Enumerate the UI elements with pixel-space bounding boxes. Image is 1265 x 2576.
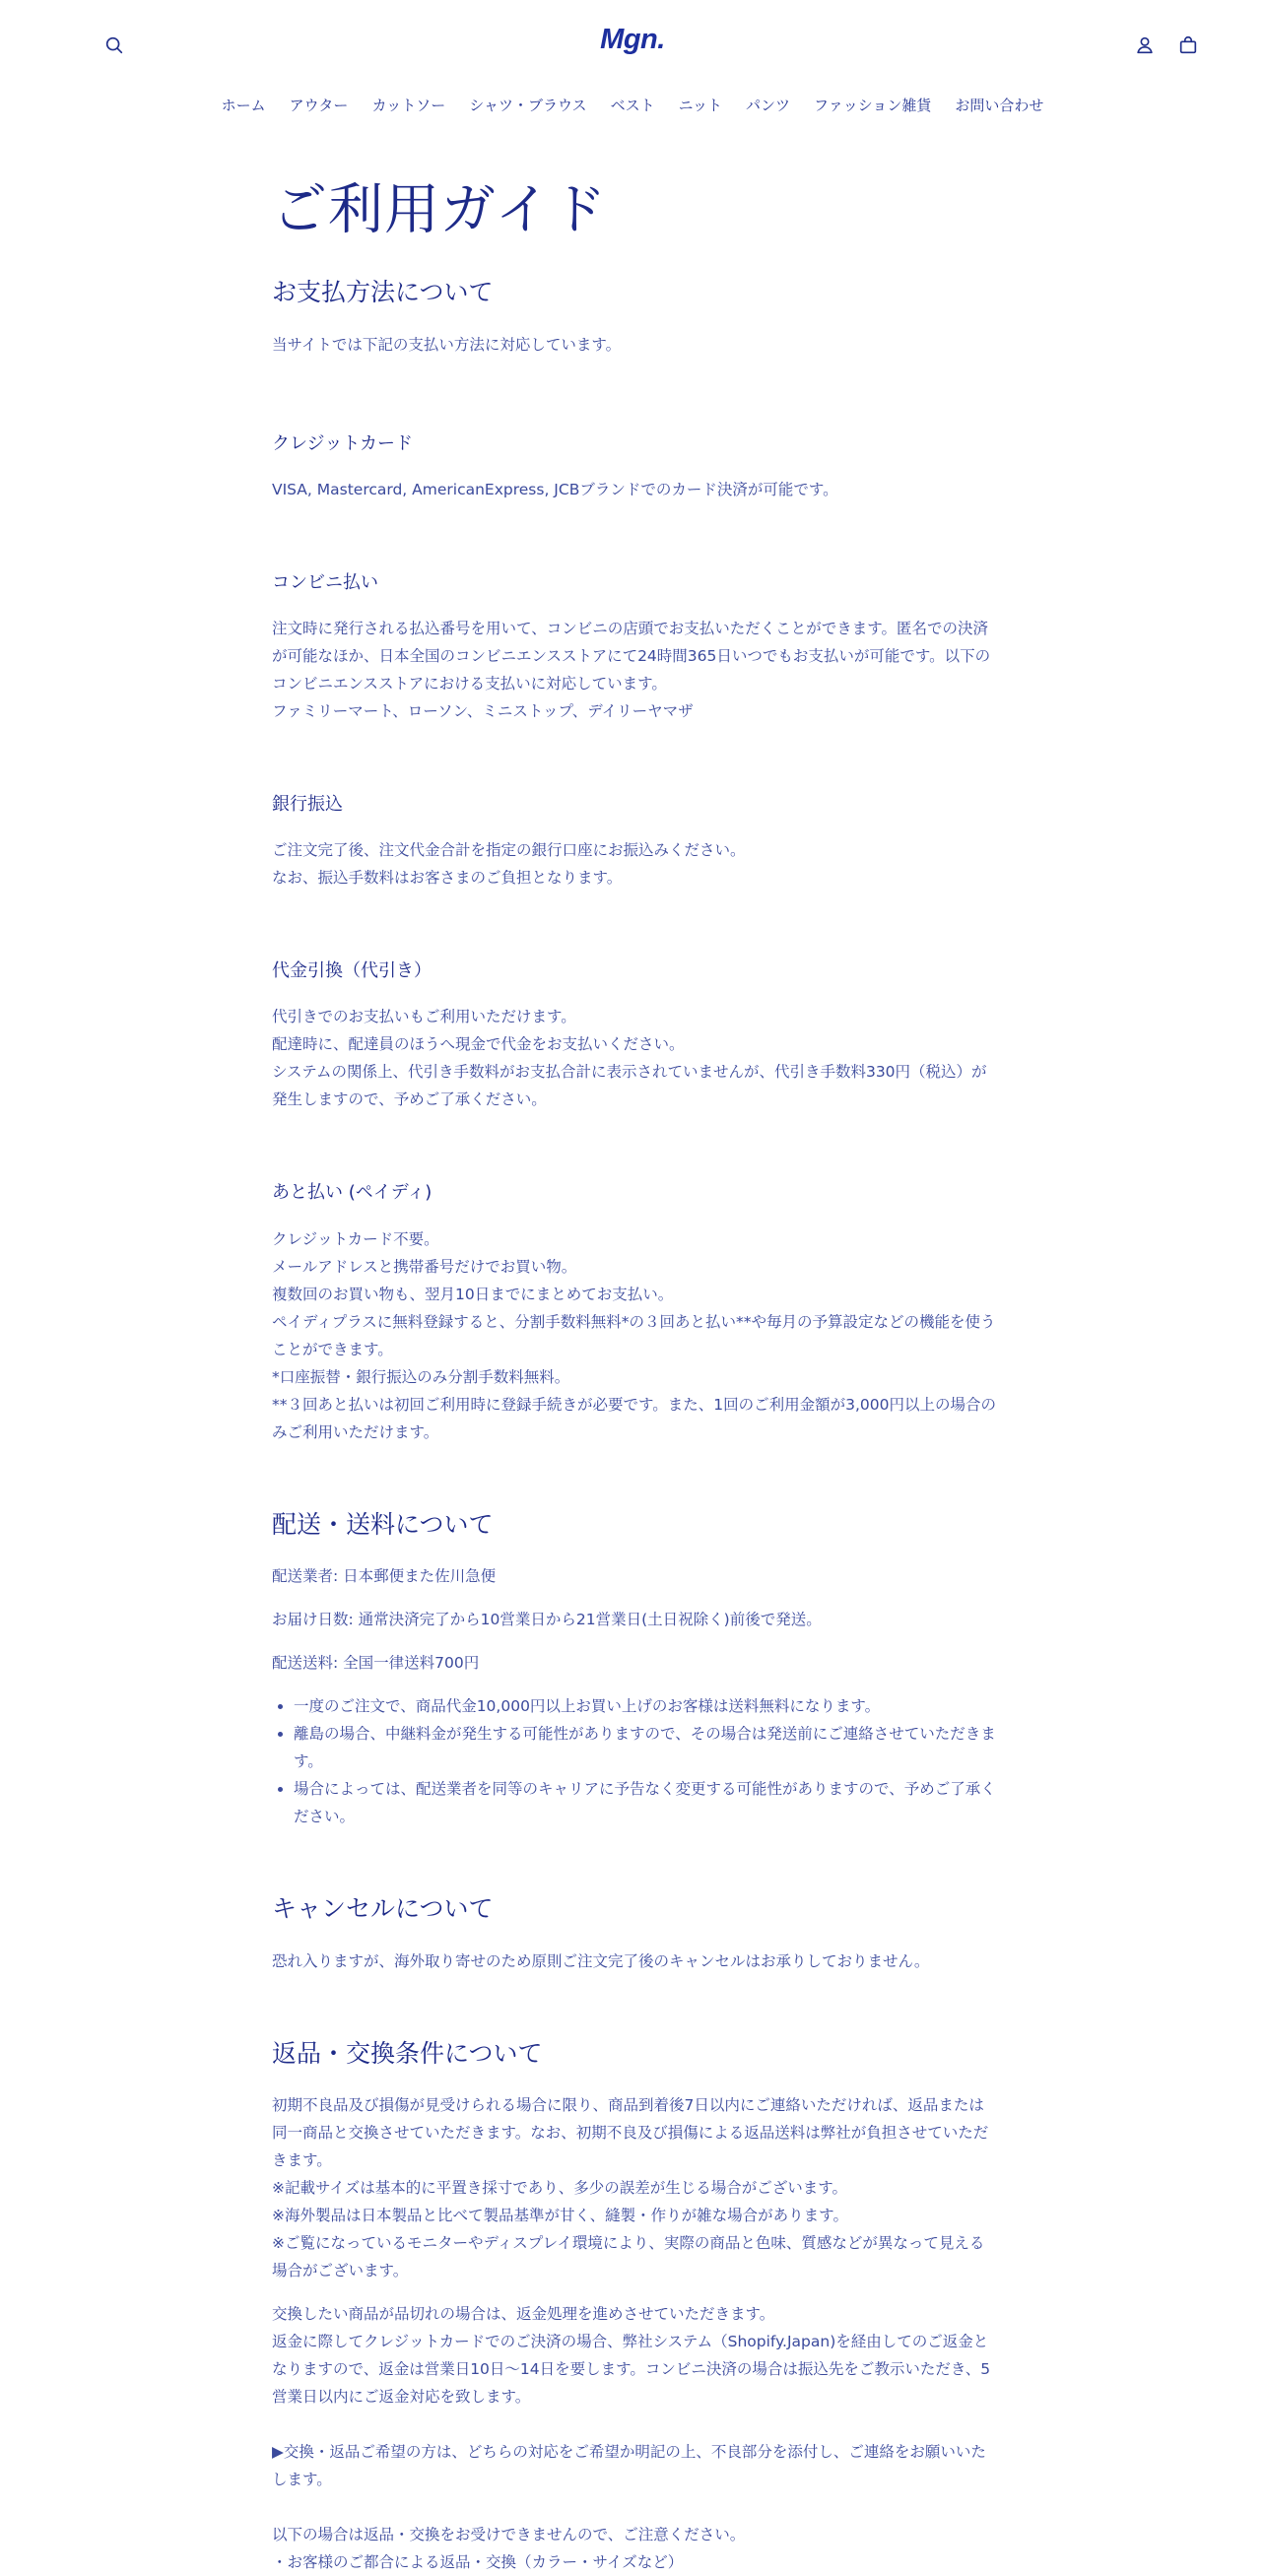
cancel-text: 恐れ入りますが、海外取り寄せのため原則ご注文完了後のキャンセルはお承りしておりません。 — [272, 1951, 930, 1970]
cod-text-1: 代引きでのお支払いもご利用いただけます。 — [272, 1008, 576, 1026]
shipping-fee: 配送送料: 全国一律送料700円 — [272, 1654, 480, 1673]
no-return-item: ・お客様のご都合による返品・交換（カラー・サイズなど） — [272, 2553, 684, 2572]
returns-note-3: ※ご覧になっているモニターやディスプレイ環境により、実際の商品と色味、質感などが異なって見える場合がございます。 — [272, 2234, 985, 2280]
shipping-heading: 配送・送料について — [272, 1509, 494, 1539]
brand-logo[interactable]: Mgn. — [600, 24, 665, 55]
site-header — [0, 0, 1265, 89]
paidy-text-4: ペイディプラスに無料登録すると、分割手数料無料*の３回あと払い**や毎月の予算設定などの機能を使うことができます。 — [272, 1312, 996, 1358]
konbini-heading: コンビニ払い — [272, 571, 378, 593]
bank-text-1: ご注文完了後、注文代金合計を指定の銀行口座にお振込みください。 — [272, 841, 746, 860]
paidy-text-6: **３回あと払いは初回ご利用時に登録手続きが必要です。また、1回のご利用金額が3,000円以上の場合のみご利用いただけます。 — [272, 1395, 996, 1441]
shipping-carrier: 配送業者: 日本郵便また佐川急便 — [272, 1567, 497, 1586]
credit-text: VISA, Mastercard, AmericanExpress, JCBブランドでのカード決済が可能です。 — [272, 480, 838, 498]
credit-heading: クレジットカード — [272, 432, 414, 454]
main-nav — [0, 91, 1265, 120]
returns-note-1: ※記載サイズは基本的に平置き採寸であり、多少の誤差が生じる場合がございます。 — [272, 2179, 848, 2198]
returns-note-2: ※海外製品は日本製品と比べて製品基準が甘く、縫製・作りが雑な場合があります。 — [272, 2207, 848, 2225]
exchange-instructions: ▶︎交換・返品ご希望の方は、どちらの対応をご希望か明記の上、不良部分を添付し、ご連絡をお願いいたします。 — [272, 2443, 986, 2489]
no-return-notice: 以下の場合は返品・交換をお受けできませんので、ご注意ください。 — [272, 2526, 746, 2544]
paidy-text-5: *口座振替・銀行振込のみ分割手数料無料。 — [272, 1367, 570, 1386]
paidy-text-1: クレジットカード不要。 — [272, 1229, 439, 1248]
paidy-heading: あと払い (ペイディ) — [272, 1182, 433, 1204]
nav-item-contact[interactable]: お問い合わせ — [955, 97, 1044, 114]
cod-text-3: システムの関係上、代引き手数料がお支払合計に表示されていませんが、代引き手数料330円（税込）が発生しますので、予めご了承ください。 — [272, 1063, 987, 1109]
bank-heading: 銀行振込 — [272, 794, 343, 816]
cancel-section — [272, 1893, 997, 1975]
list-item: • 離島の場合、中継料金が発生する可能性がありますので、その場合は発送前にご連絡させていただきます。 — [294, 1720, 997, 1775]
refund-text-1: 交換したい商品が品切れの場合は、返金処理を進めさせていただきます。 — [272, 2305, 775, 2324]
nav-item-cutsew[interactable]: カットソー — [371, 97, 446, 114]
refund-text-2: 返金に際してクレジットカードでのご決済の場合、弊社システム（Shopify.Japan)を経由してのご返金となりますので、返金は営業日10日〜14日を要します。コンビニ決済の場合は振込先をご教示いただき、5営業日以内にご返金対応を致します。 — [272, 2333, 991, 2407]
nav-item-outer[interactable]: アウター — [289, 97, 349, 114]
bank-text-2: なお、振込手数料はお客さまのご負担となります。 — [272, 869, 623, 888]
returns-section — [272, 2038, 997, 2576]
shipping-days: お届け日数: 通常決済完了から10営業日から21営業日(土日祝除く)前後で発送。 — [272, 1611, 822, 1629]
list-item: • 場合によっては、配送業者を同等のキャリアに予告なく変更する可能性がありますので、予めご了承ください。 — [294, 1775, 997, 1830]
cod-text-2: 配達時に、配達員のほうへ現金で代金をお支払いください。 — [272, 1035, 685, 1054]
nav-item-shirts[interactable]: シャツ・ブラウス — [469, 97, 587, 114]
shipping-section — [272, 1509, 997, 1831]
returns-heading: 返品・交換条件について — [272, 2038, 543, 2068]
konbini-stores: ファミリーマート、ローソン、ミニストップ、デイリーヤマザ — [272, 702, 694, 721]
account-icon[interactable] — [1129, 30, 1161, 61]
nav-item-home[interactable]: ホーム — [221, 97, 266, 114]
page-content — [268, 120, 997, 2576]
nav-item-vest[interactable]: ベスト — [610, 97, 655, 114]
nav-item-accessories[interactable]: ファッション雑貨 — [814, 97, 932, 114]
list-item: • 一度のご注文で、商品代金10,000円以上お買い上げのお客様は送料無料になります。 — [294, 1692, 997, 1720]
paidy-text-3: 複数回のお買い物も、翌月10日までにまとめてお支払い。 — [272, 1285, 674, 1303]
cancel-heading: キャンセルについて — [272, 1894, 494, 1924]
payment-heading: お支払方法について — [272, 278, 494, 307]
cod-heading: 代金引換（代引き） — [272, 960, 432, 982]
page-title: ご利用ガイド — [272, 178, 608, 242]
konbini-text: 注文時に発行される払込番号を用いて、コンビニの店頭でお支払いただくことができます。匿名での決済が可能なほか、日本全国のコンビニエンスストアにて24時間365日いつでもお支払いが可能です。以下のコンビニエンスストアにおける支払いに対応しています。 — [272, 620, 991, 694]
paidy-text-2: メールアドレスと携帯番号だけでお買い物。 — [272, 1257, 577, 1276]
payment-intro: 当サイトでは下記の支払い方法に対応しています。 — [272, 335, 622, 354]
cart-icon[interactable] — [1172, 30, 1204, 61]
nav-item-knit[interactable]: ニット — [678, 97, 722, 114]
returns-text-1: 初期不良品及び損傷が見受けられる場合に限り、商品到着後7日以内にご連絡いただければ、返品または同一商品と交換させていただきます。なお、初期不良及び損傷による返品送料は弊社が負担させていただきます。 — [272, 2096, 989, 2170]
payment-section — [272, 277, 997, 1445]
shipping-notes — [272, 1692, 997, 1830]
nav-item-pants[interactable]: パンツ — [745, 97, 790, 114]
